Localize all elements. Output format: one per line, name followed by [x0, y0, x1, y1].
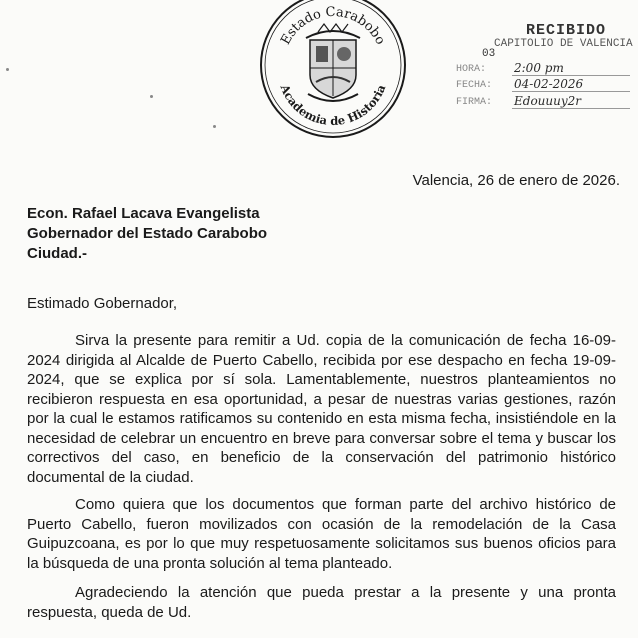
body-paragraph: Como quiera que los documentos que forman parte del archivo histórico de Puerto Cabello, fueron movilizados con ocasión de la remodelación de la Casa Guipuzcoana, es por lo que muy respetuosamente solicitamos sus buenos oficios para la búsqueda de una pronta solución al tema planteado.: [27, 496, 616, 572]
stamp-title: RECIBIDO: [526, 22, 607, 39]
stamp-firma-label: FIRMA:: [456, 97, 493, 108]
stamp-firma-row: [456, 94, 636, 108]
greeting: Estimado Gobernador,: [27, 295, 178, 312]
body-paragraph: Sirva la presente para remitir a Ud. copia de la comunicación de fecha 16-09-2024 dirigida al Alcalde de Puerto Cabello, recibida por ese despacho en fecha 19-09-2024, que se explica por sí sola. Lamentablemente, nuestros planteamientos no recibieron respuesta en esa oportunidad, a pesar de nuestras varias gestiones, razón por la cual le estamos ratificamos su contenido en esta misma fecha, insistiéndole en la necesidad de celebrar un encuentro en breve para conversar sobre el tema y buscar los correctivos del caso, en beneficio de la conservación del patrimonio histórico documental de la ciudad.: [27, 332, 616, 486]
seal-bottom-text: Academia de Historia: [277, 82, 389, 129]
scan-speck: [150, 95, 153, 98]
received-stamp: [448, 22, 638, 117]
addressee-block: [27, 204, 267, 264]
stamp-hora-row: [456, 61, 636, 75]
scan-speck: [6, 68, 9, 71]
stamp-org: CAPITOLIO DE VALENCIA: [494, 38, 633, 50]
stamp-firma-value: Edouuuy2r: [514, 94, 582, 108]
scan-speck: [213, 125, 216, 128]
stamp-fecha-label: FECHA:: [456, 80, 493, 91]
stamp-fecha-row: [456, 77, 636, 91]
academy-seal: [258, 0, 408, 140]
coat-of-arms-icon: [306, 24, 360, 101]
stamp-hora-label: HORA:: [456, 64, 487, 75]
letter-date: Valencia, 26 de enero de 2026.: [412, 172, 620, 189]
stamp-fecha-value: 04-02-2026: [514, 77, 584, 91]
seal-top-text: Estado Carabobo: [278, 4, 388, 48]
addressee-name: Econ. Rafael Lacava Evangelista: [27, 205, 260, 222]
body-paragraph: Agradeciendo la atención que pueda prestar a la presente y una pronta respuesta, queda de Ud.: [27, 584, 616, 621]
addressee-city: Ciudad.-: [27, 245, 87, 262]
stamp-number: 03: [482, 48, 496, 60]
addressee-title: Gobernador del Estado Carabobo: [27, 225, 268, 242]
stamp-hora-value: 2:00 pm: [514, 61, 564, 75]
